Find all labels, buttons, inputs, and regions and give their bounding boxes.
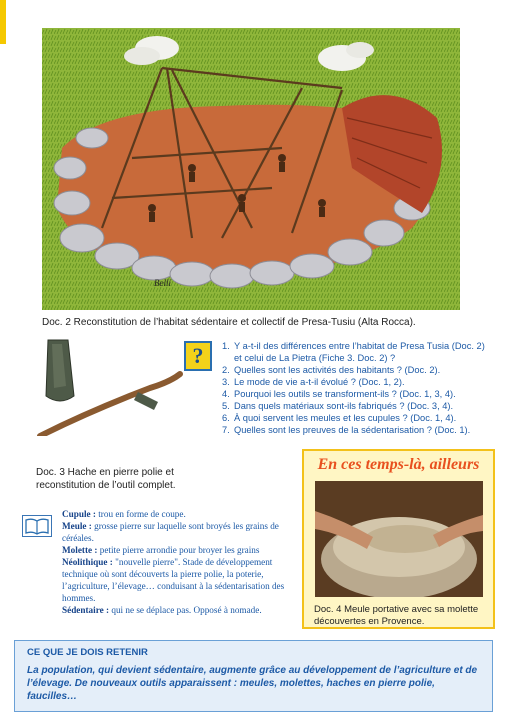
page-edge-tab xyxy=(0,0,6,44)
list-item: 3. Le mode de vie a-t-il évolué ? (Doc. 1, 2). xyxy=(222,377,405,387)
doc2-caption: Doc. 2 Reconstitution de l’habitat sédentaire et collectif de Presa-Tusiu (Alta Rocca). xyxy=(42,317,416,328)
questions-list xyxy=(222,340,492,436)
illustration-signature: Belli xyxy=(154,278,171,288)
glossary-entry: Meule : grosse pierre sur laquelle sont broyés les grains de céréales. xyxy=(62,521,279,543)
glossary-entry: Cupule : trou en forme de coupe. xyxy=(62,509,186,519)
doc4-caption: Doc. 4 Meule portative avec sa molette découvertes en Provence. xyxy=(314,604,479,627)
list-item: 7. Quelles sont les preuves de la sédentarisation ? (Doc. 1). xyxy=(222,425,471,435)
summary-text: La population, qui devient sédentaire, augmente grâce au développement de l’agriculture et de l’élevage. De nouveaux outils apparaissent : meules, molettes, haches en pierre polie, faucilles… xyxy=(27,665,478,702)
doc3-illustration xyxy=(30,336,200,436)
list-item: 1. Y a-t-il des différences entre l’habitat de Presa Tusia (Doc. 2) et celui de La Pietra (Fiche 3. Doc. 2) ? xyxy=(222,341,485,363)
list-item: 2. Quelles sont les activités des habitants ? (Doc. 2). xyxy=(222,365,441,375)
question-icon: ? xyxy=(184,341,212,371)
summary-title: CE QUE JE DOIS RETENIR xyxy=(27,647,148,658)
glossary-entry: Sédentaire : qui ne se déplace pas. Opposé à nomade. xyxy=(62,605,262,615)
doc2-illustration xyxy=(42,28,460,310)
doc4-photo xyxy=(315,481,483,597)
list-item: 6. À quoi servent les meules et les cupules ? (Doc. 1, 4). xyxy=(222,413,457,423)
glossary-entry: Molette : petite pierre arrondie pour broyer les grains xyxy=(62,545,260,555)
summary-box xyxy=(14,640,493,712)
elsewhere-panel xyxy=(302,449,495,629)
panel-title: En ces temps-là, ailleurs xyxy=(317,456,480,473)
list-item: 4. Pourquoi les outils se transforment-ils ? (Doc. 1, 3, 4). xyxy=(222,389,456,399)
list-item: 5. Dans quels matériaux sont-ils fabriqués ? (Doc. 3, 4). xyxy=(222,401,454,411)
glossary-entry: Néolithique : "nouvelle pierre". Stade de développement technique où sont découverts la pierre polie, la poterie, l’agriculture, l’élevage… conduisant à la sédentarisation des hommes. xyxy=(62,557,285,603)
book-icon xyxy=(22,515,52,537)
glossary xyxy=(62,508,300,616)
doc3-caption: Doc. 3 Hache en pierre polie et reconstitution de l’outil complet. xyxy=(36,467,176,491)
